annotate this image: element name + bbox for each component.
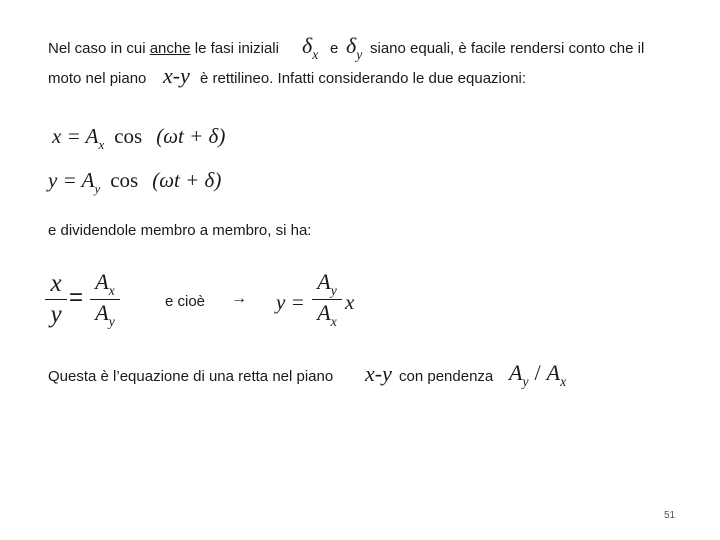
slope-slash: / [534,360,541,385]
result-num [312,270,342,298]
delta-x-letter: δ [302,33,313,58]
delta-y-letter: δ [346,33,357,58]
fraction-ax-num [90,270,120,298]
delta-y-sub: y [356,47,363,63]
equation-x-cos: cos [114,124,143,148]
result-den-letter: A [317,300,331,326]
intro-line-2-start: moto nel piano [48,70,147,87]
slope-sub2: x [560,374,567,390]
fraction-ax-over-ay [90,270,120,329]
conclusion-text-2: con pendenza [399,368,494,385]
arrow-right-icon: → [231,290,247,307]
result-var: x [345,290,355,314]
ratio-equals-sign: = [69,284,84,311]
slope-expression [509,360,566,390]
fraction-y-den: y [50,300,62,328]
fraction-ay-den [90,301,120,329]
equation-y [48,168,221,197]
equation-x [52,124,225,153]
intro-line-2-rest: è rettilineo. Infatti considerando le due equazioni: [200,70,527,87]
result-lhs: y = [276,290,305,314]
fraction-x-over-y [45,270,67,328]
fraction-bar [45,299,67,300]
ax-sub: x [108,283,115,299]
intro-line-1-text [48,40,279,57]
page-number: 51 [664,510,676,521]
slope-sub1: y [522,374,529,390]
divide-text: e dividendole membro a membro, si ha: [48,222,312,239]
ay-letter: A [95,300,109,326]
slope-a1: A [509,360,523,385]
delta-x-symbol [302,33,318,63]
intro-line-1-rest: siano equali, è facile rendersi conto che il [370,40,645,57]
equation-y-cos: cos [110,168,139,192]
equation-x-sub: x [98,136,105,152]
intro-text-a: Nel caso in cui [48,40,150,57]
conclusion-text: Questa è l’equazione di una retta nel piano [48,368,334,385]
equation-x-arg: (ωt + δ) [156,124,226,148]
equation-y-lhs: y = A [48,168,95,192]
underlined-word: anche [149,40,191,57]
result-num-sub: y [330,283,337,299]
delta-x-sub: x [312,47,319,63]
delta-y-symbol [346,33,362,63]
ay-sub: y [108,314,115,330]
cioe-text: e cioè [165,293,206,310]
fraction-x-num: x [50,270,62,297]
ax-letter: A [95,269,109,294]
plane-xy-symbol: x-y [163,63,190,88]
equation-y-arg: (ωt + δ) [152,168,222,192]
slope-a2: A [546,360,561,385]
conjunction-text: e [330,40,339,57]
result-den [312,301,342,329]
result-den-sub: x [330,314,337,330]
fraction-ay-over-ax [312,270,342,329]
result-num-letter: A [317,269,331,294]
equation-x-lhs: x = A [52,124,99,148]
conclusion-plane-symbol: x-y [365,361,392,386]
equation-y-sub: y [94,180,101,196]
intro-text-b: le fasi iniziali [190,40,279,57]
